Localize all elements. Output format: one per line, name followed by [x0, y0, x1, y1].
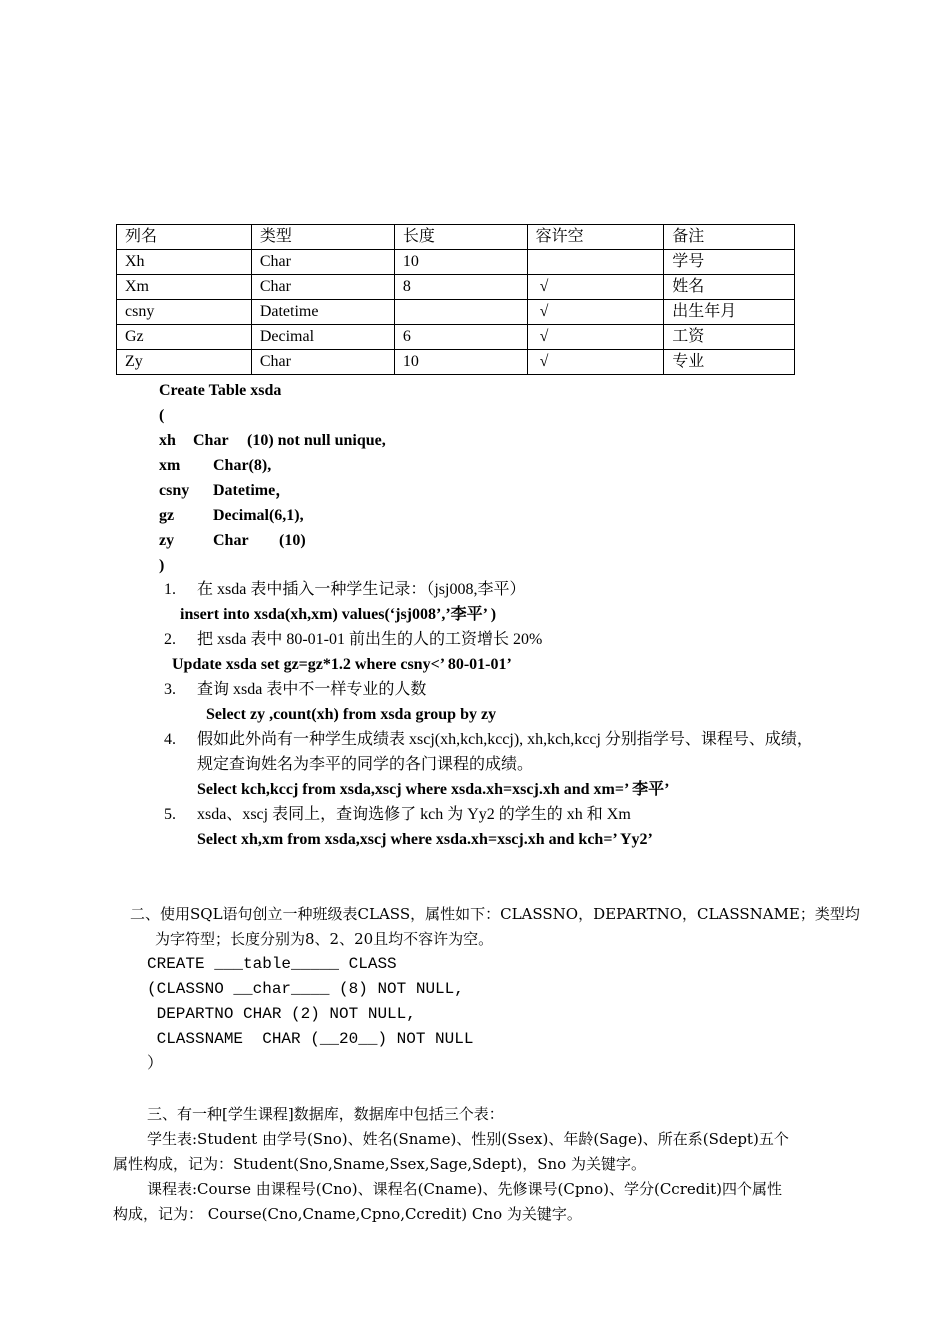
code-line: CLASSNAME CHAR (__20__) NOT NULL	[147, 1030, 474, 1048]
question-number: 4.	[164, 731, 176, 748]
question-text: 规定查询姓名为李平的同学的各门课程的成绩。	[197, 756, 534, 773]
table-cell: √	[527, 275, 664, 300]
table-cell: 姓名	[664, 275, 795, 300]
table-row	[117, 300, 795, 325]
table-cell: √	[527, 325, 664, 350]
sql-col-name: xm	[159, 457, 181, 474]
table-cell	[394, 300, 527, 325]
schema-table	[116, 224, 795, 375]
code-line: DEPARTNO CHAR (2) NOT NULL,	[147, 1005, 416, 1023]
question-text: 查询 xsda 表中不一样专业的人数	[197, 681, 427, 698]
code-line: CREATE ___table_____ CLASS	[147, 955, 397, 973]
header-cell: 类型	[251, 225, 394, 250]
table-cell: 专业	[664, 350, 795, 375]
question-number: 5.	[164, 806, 176, 823]
sql-col-type: Char(8),	[213, 457, 272, 474]
table-cell: Decimal	[251, 325, 394, 350]
table-cell: csny	[117, 300, 252, 325]
section-text: 构成，记为： Course(Cno,Cname,Cpno,Ccredit) Cno 为关键字。	[113, 1205, 582, 1223]
section-text: 二、使用SQL语句创立一种班级表CLASS，属性如下：CLASSNO，DEPARTNO，CLASSNAME；类型均	[130, 905, 860, 923]
sql-col-type: Char	[213, 532, 249, 549]
code-line: ）	[147, 1055, 164, 1073]
question-text: xsda、xscj 表同上，查询选修了 kch 为 Yy2 的学生的 xh 和 Xm	[197, 806, 631, 823]
table-row	[117, 275, 795, 300]
header-cell: 容许空	[527, 225, 664, 250]
sql-line: Create Table xsda	[159, 382, 282, 399]
table-header-row	[117, 225, 795, 250]
question-text: 假如此外尚有一种学生成绩表 xscj(xh,kch,kccj), xh,kch,kccj 分别指学号、课程号、成绩，	[197, 731, 813, 748]
section-text: 课程表:Course 由课程号(Cno)、课程名(Cname)、先修课号(Cpno)、学分(Ccredit)四个属性	[147, 1180, 783, 1198]
section-text: 属性构成，记为：Student(Sno,Sname,Ssex,Sage,Sdept)，Sno 为关键字。	[113, 1155, 646, 1173]
question-number: 3.	[164, 681, 176, 698]
answer-sql: Update xsda set gz=gz*1.2 where csny<’ 80-01-01’	[172, 656, 512, 673]
table-cell	[527, 250, 664, 275]
section-text: 学生表:Student 由学号(Sno)、姓名(Sname)、性别(Ssex)、年龄(Sage)、所在系(Sdept)五个	[147, 1130, 789, 1148]
table-cell: 工资	[664, 325, 795, 350]
answer-sql: Select zy ,count(xh) from xsda group by zy	[206, 706, 497, 723]
table-cell: Gz	[117, 325, 252, 350]
table-cell: Char	[251, 275, 394, 300]
sql-col-name: zy	[159, 532, 175, 549]
question-number: 1.	[164, 581, 176, 598]
question-text: 把 xsda 表中 80-01-01 前出生的人的工资增长 20%	[197, 631, 543, 648]
sql-col-length: (10)	[279, 532, 306, 549]
table-cell: 10	[394, 350, 527, 375]
sql-line: (	[159, 407, 165, 424]
table-row	[117, 250, 795, 275]
table-cell: 6	[394, 325, 527, 350]
sql-col-type: Decimal(6,1),	[213, 507, 304, 524]
table-cell: Datetime	[251, 300, 394, 325]
sql-col-type: Char	[193, 432, 229, 449]
table-cell: 10	[394, 250, 527, 275]
header-cell: 列名	[117, 225, 252, 250]
table-row	[117, 325, 795, 350]
table-cell: Xm	[117, 275, 252, 300]
section-text: 三、有一种[学生课程]数据库，数据库中包括三个表：	[147, 1105, 504, 1123]
answer-sql: insert into xsda(xh,xm) values(‘jsj008’,’李平’ )	[180, 606, 497, 623]
answer-sql: Select xh,xm from xsda,xscj where xsda.xh=xscj.xh and kch=’ Yy2’	[197, 831, 653, 848]
table-cell: 学号	[664, 250, 795, 275]
table-cell: Char	[251, 250, 394, 275]
table-cell: Xh	[117, 250, 252, 275]
header-cell: 长度	[394, 225, 527, 250]
sql-col-name: gz	[159, 507, 175, 524]
question-number: 2.	[164, 631, 176, 648]
sql-col-name: xh	[159, 432, 176, 449]
section-text: 为字符型；长度分别为8、2、20且均不容许为空。	[155, 930, 494, 948]
sql-col-type: Datetime，	[213, 482, 292, 499]
answer-sql: Select kch,kccj from xsda,xscj where xsda.xh=xscj.xh and xm=’ 李平’	[197, 781, 670, 798]
table-cell: Char	[251, 350, 394, 375]
table-row	[117, 350, 795, 375]
table-cell: 出生年月	[664, 300, 795, 325]
code-line: (CLASSNO __char____ (8) NOT NULL,	[147, 980, 464, 998]
sql-col-constraint: (10) not null unique,	[247, 432, 386, 449]
question-text: 在 xsda 表中插入一种学生记录：（jsj008,李平）	[197, 581, 526, 598]
header-cell: 备注	[664, 225, 795, 250]
table-cell: Zy	[117, 350, 252, 375]
table-cell: 8	[394, 275, 527, 300]
table-cell: √	[527, 350, 664, 375]
sql-col-name: csny	[159, 482, 190, 499]
table-cell: √	[527, 300, 664, 325]
sql-line: )	[159, 557, 165, 574]
